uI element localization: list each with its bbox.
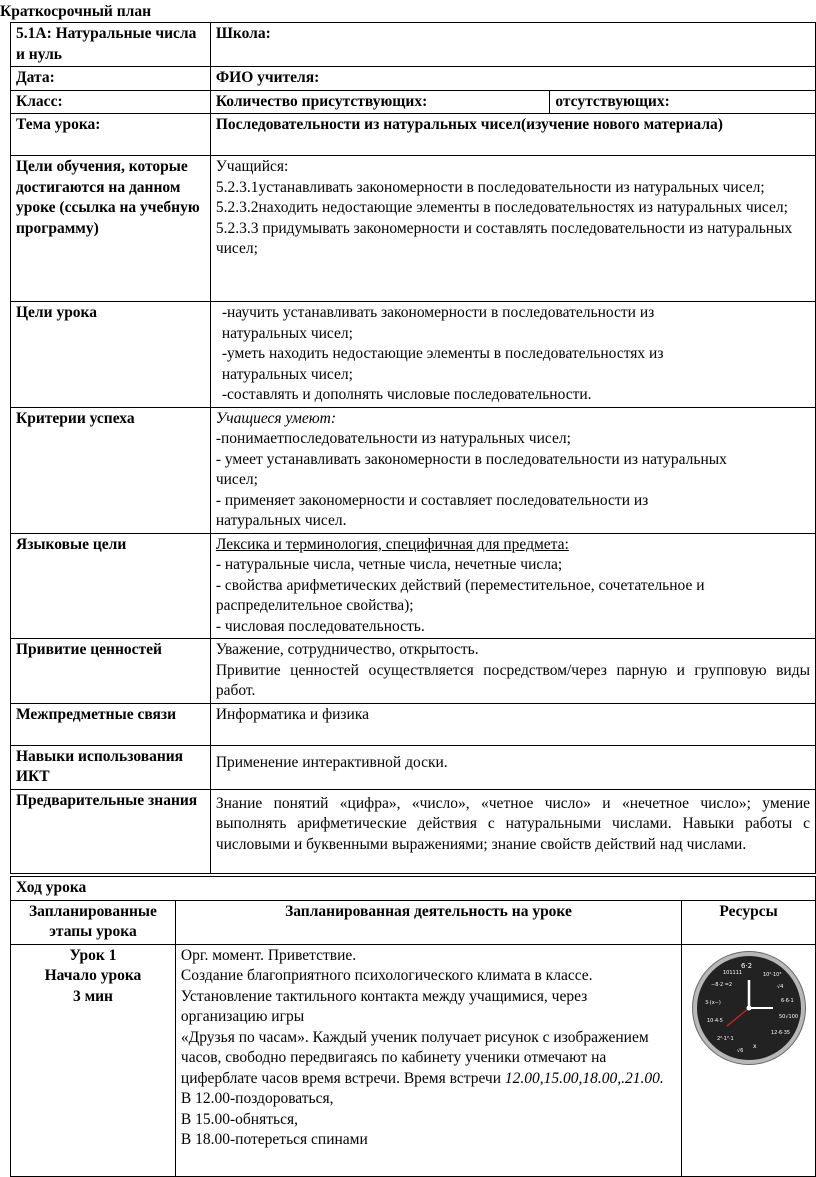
goal-line: -научить устанавливать закономерности в последовательности из натуральных чисел; xyxy=(221,304,655,342)
values-label: Привитие ценностей xyxy=(11,639,211,704)
lesson-goals-label: Цели урока xyxy=(11,302,211,408)
svg-text:12·6·35: 12·6·35 xyxy=(770,1029,790,1036)
activity-after: В 15.00-обняться, xyxy=(180,1110,298,1128)
criteria-intro: Учащиеся умеют: xyxy=(215,409,337,427)
crosscurr-label: Межпредметные связи xyxy=(11,703,211,745)
stage-name: Урок 1 xyxy=(69,946,117,964)
col-stages: Запланированные этапы урока xyxy=(11,900,176,944)
objectives-line: 5.2.3.3 придумывать закономерности и составлять последовательности из натуральных чисел; xyxy=(215,219,793,257)
stage-part: Начало урока xyxy=(44,967,142,984)
svg-text:10·4·5: 10·4·5 xyxy=(706,1017,723,1024)
language-line: - натуральные числа, четные числа, нечетные числа; xyxy=(215,556,563,573)
objectives-value xyxy=(210,156,815,302)
svg-text:10²·10³: 10²·10³ xyxy=(762,971,781,978)
svg-text:2²·1²·1: 2²·1²·1 xyxy=(716,1035,734,1042)
criteria-label: Критерии успеха xyxy=(11,407,211,533)
resources-cell xyxy=(682,944,816,1176)
topic-value: Последовательности из натуральных чисел(изучение нового материала) xyxy=(210,114,815,156)
present-cell: Количество присутствующих: xyxy=(210,90,550,114)
lesson-goals-value xyxy=(210,302,815,408)
school-cell: Школа: xyxy=(210,23,815,67)
activity-after: В 18.00-потереться спинами xyxy=(180,1131,368,1148)
course-title: Ход урока xyxy=(11,877,816,901)
objectives-line: Учащийся: xyxy=(215,158,289,175)
svg-text:6·6·1: 6·6·1 xyxy=(780,997,794,1004)
objectives-line: 5.2.3.1устанавливать закономерности в последовательности из натуральных чисел; xyxy=(215,178,765,196)
svg-text:−8·2 =2: −8·2 =2 xyxy=(710,981,732,988)
svg-text:√6: √6 xyxy=(736,1047,743,1054)
unit-cell: 5.1А: Натуральные числа и нуль xyxy=(11,23,211,67)
values-value xyxy=(210,639,815,704)
criteria-line: - применяет закономерности и составляет последовательности из натуральных чисел. xyxy=(215,491,649,529)
language-intro: Лексика и терминология, специфичная для предмета: xyxy=(215,535,569,553)
language-line: - свойства арифметических действий (переместительное, сочетательное и распределительное свойства); xyxy=(215,576,705,614)
ict-value: Применение интерактивной доски. xyxy=(210,745,815,789)
criteria-line: -понимаетпоследовательности из натуральных чисел; xyxy=(215,430,571,447)
document-title: Краткосрочный план xyxy=(0,3,152,20)
ict-label: Навыки использования ИКТ xyxy=(11,745,211,789)
absent-cell: отсутствующих: xyxy=(550,90,816,114)
criteria-value xyxy=(210,407,815,533)
math-clock-icon xyxy=(693,952,805,1064)
svg-text:6·2: 6·2 xyxy=(740,961,752,970)
teacher-cell: ФИО учителя: xyxy=(210,67,815,91)
stage-time: 3 мин xyxy=(72,987,113,1005)
svg-text:3·(x−): 3·(x−) xyxy=(704,999,721,1006)
objectives-label: Цели обучения, которые достигаются на данном уроке (ссылка на учебную программу) xyxy=(11,156,211,302)
activity-after: В 12.00-поздороваться, xyxy=(180,1090,334,1107)
activity-line: Создание благоприятного психологического климата в классе. xyxy=(180,967,593,984)
criteria-line: - умеет устанавливать закономерности в последовательности из натуральных чисел; xyxy=(215,450,727,488)
goal-line: -составлять и дополнять числовые последовательности. xyxy=(221,386,592,403)
activity-line: «Друзья по часам». Каждый ученик получает рисунок с изображением часов, свободно передвигаясь по кабинету ученики отмечают на циферблате часов время встречи. Время встречи xyxy=(180,1028,649,1087)
svg-text:101111: 101111 xyxy=(722,969,742,976)
objectives-line: 5.2.3.2находить недостающие элементы в последовательностях из натуральных чисел; xyxy=(215,199,788,216)
prior-value: Знание понятий «цифра», «число», «четное число» и «нечетное число»; умение выполнять арифметические действия с натуральными числами. Навыки работы с числовыми и буквенными выражениями; знание свойств действий над числами. xyxy=(210,789,815,873)
class-cell: Класс: xyxy=(11,90,211,114)
values-line: Привитие ценностей осуществляется посредством/через парную и групповую виды работ. xyxy=(215,661,810,699)
language-line: - числовая последовательность. xyxy=(215,617,425,635)
date-cell: Дата: xyxy=(11,67,211,91)
language-value xyxy=(210,533,815,639)
col-resources: Ресурсы xyxy=(682,900,816,944)
topic-label: Тема урока: xyxy=(11,114,211,156)
crosscurr-value: Информатика и физика xyxy=(210,703,815,745)
language-label: Языковые цели xyxy=(11,533,211,639)
svg-text:50√100: 50√100 xyxy=(778,1013,798,1020)
activity-line-wrap xyxy=(181,1028,676,1090)
activity-line: Орг. момент. Приветствие. xyxy=(180,946,357,964)
prior-label: Предварительные знания xyxy=(11,789,211,873)
values-line: Уважение, сотрудничество, открытость. xyxy=(215,641,479,658)
svg-text:ⅹ: ⅹ xyxy=(752,1042,757,1050)
goal-line: -уметь находить недостающие элементы в последовательностях из натуральных чисел; xyxy=(221,345,664,383)
stage-cell xyxy=(11,944,176,1176)
activity-times: 12.00,15.00,18.00,.21.00. xyxy=(504,1069,664,1087)
activity-cell xyxy=(175,944,681,1176)
col-activity: Запланированная деятельность на уроке xyxy=(175,900,681,944)
course-table xyxy=(10,876,816,1177)
activity-line: Установление тактильного контакта между учащимися, через организацию игры xyxy=(180,987,588,1025)
svg-text:√4: √4 xyxy=(776,983,783,990)
lesson-plan-table xyxy=(10,22,816,874)
